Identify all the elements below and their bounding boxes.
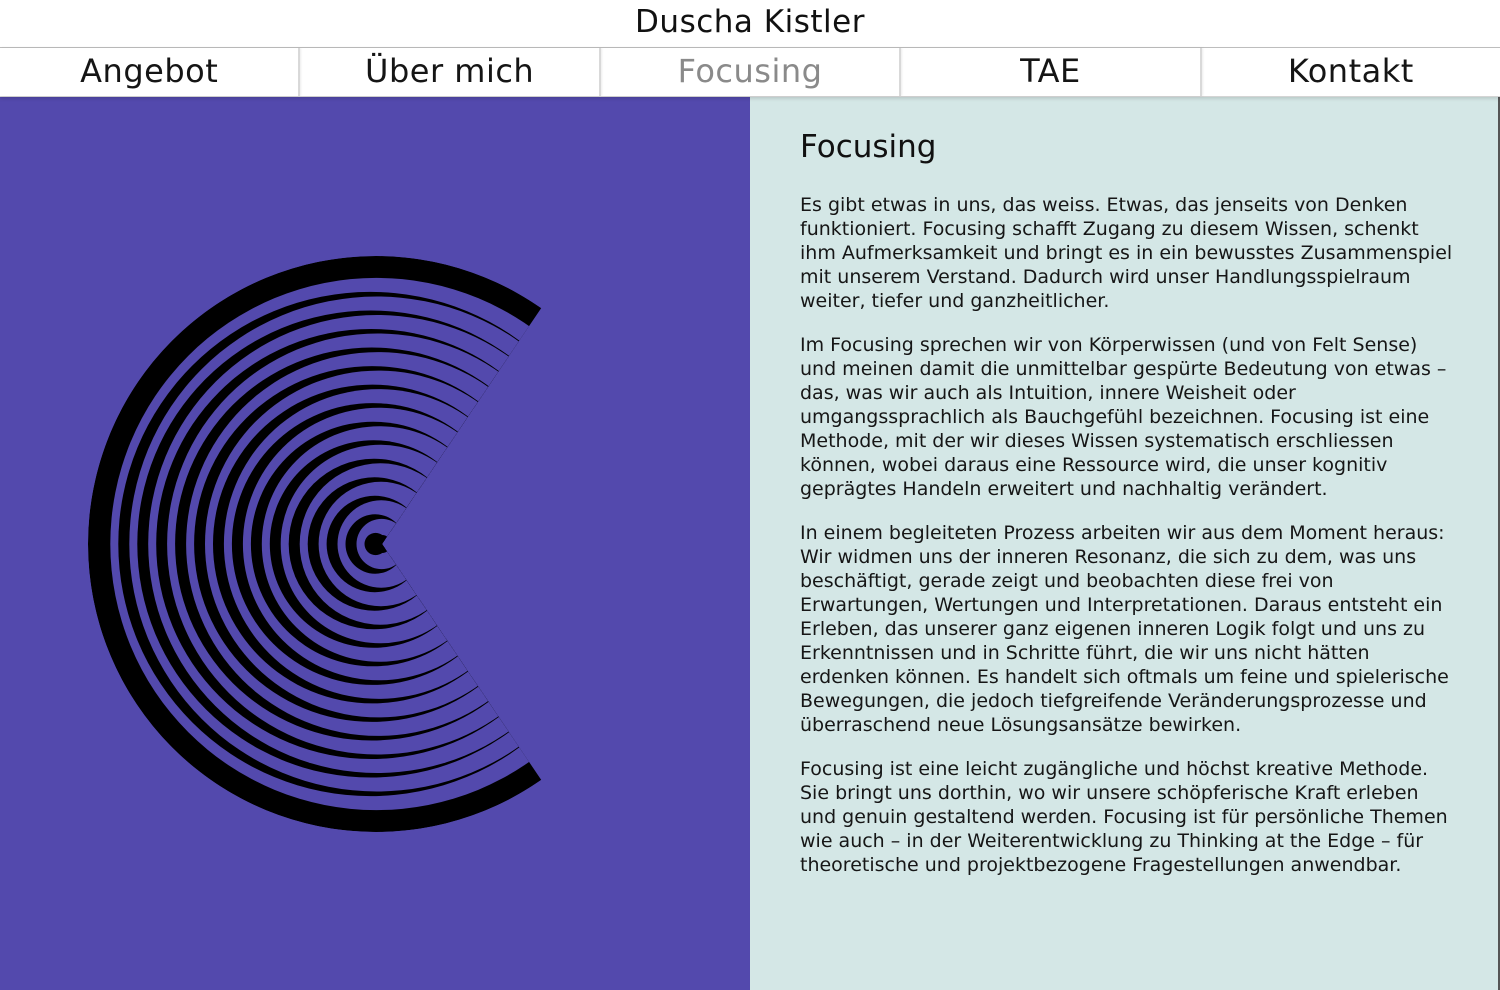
hero-panel: [0, 97, 750, 990]
nav-item-kontakt[interactable]: Kontakt: [1287, 52, 1414, 90]
concentric-rings-c-icon: [0, 97, 750, 990]
paragraph-method: Focusing ist eine leicht zugängliche und höchst kreative Methode. Sie bringt uns dorthin, wo wir unsere schöpferische Kraft erleben und genuin gestaltend werden. Focusing ist für persönliche Themen wie auch – in der Weiterentwicklung zu Thinking at the Edge – für theoretische und projektbezogene Fragestellungen anwendbar.: [800, 758, 1448, 876]
paragraph-intro: Es gibt etwas in uns, das weiss. Etwas, das jenseits von Denken funktioniert. Focusing schafft Zugang zu diesem Wissen, schenkt ihm Aufmerksamkeit und bringt es in ein bewusstes Zusammenspiel mit unserem Verstand. Dadurch wird unser Handlungsspielraum weiter, tiefer und ganzheitlicher.: [800, 194, 1453, 312]
paragraph-process: In einem begleiteten Prozess arbeiten wir aus dem Moment heraus: Wir widmen uns der inneren Resonanz, die sich zu dem, was uns beschäftigt, gerade zeigt und beobachten diese frei von Erwartungen, Wertungen und Interpretationen. Daraus entsteht ein Erleben, das unserer ganz eigenen inneren Logik folgt und uns zu Erkenntnissen und in Schritte führt, die wir uns nicht hätten erdenken können. Es handelt sich oftmals um feine und spielerische Bewegungen, die jedoch tiefgreifende Veränderungsprozesse und überraschend neue Lösungsansätze bewirken.: [800, 522, 1449, 736]
ring-core: [373, 535, 391, 553]
content-panel: [750, 97, 1500, 990]
site-title[interactable]: Duscha Kistler: [635, 4, 865, 40]
nav-item-tae[interactable]: TAE: [901, 48, 1201, 96]
nav-item-focusing[interactable]: Focusing: [601, 48, 901, 96]
site-header: [0, 0, 1500, 47]
nav-item-ueber-mich[interactable]: Über mich: [300, 48, 600, 96]
paragraph-cut-off: [800, 925, 1458, 949]
rings-group: [88, 256, 664, 832]
paragraph-body-wisdom: Im Focusing sprechen wir von Körperwissen (und von Felt Sense) und meinen damit die unmittelbar gespürte Bedeutung von etwas – das, was wir auch als Intuition, innere Weisheit oder umgangssprachlich als Bauchgefühl bezeichnen. Focusing ist eine Methode, mit der wir dieses Wissen systematisch erschliessen können, wobei daraus eine Ressource wird, die unser kognitiv geprägtes Handeln erweitert und nachhaltig verändert.: [800, 334, 1447, 500]
nav-item-angebot[interactable]: Angebot: [0, 48, 300, 96]
page-heading: Focusing: [800, 129, 937, 165]
main-nav: [0, 47, 1500, 97]
